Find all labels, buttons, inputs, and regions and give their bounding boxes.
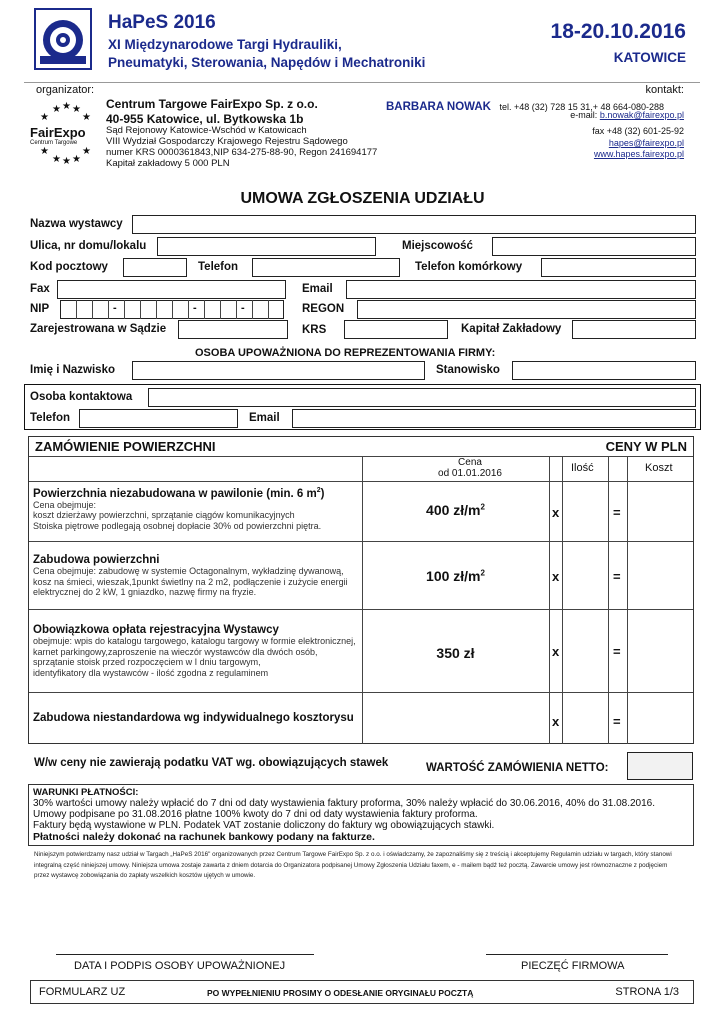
label-nazwa: Nazwa wystawcy <box>30 218 123 230</box>
svg-text:★: ★ <box>72 154 81 165</box>
row2-price: 100 $zł/m^2$ <box>426 568 485 584</box>
event-logo-text: HaPeS 2016 <box>108 12 216 33</box>
footer-bar <box>30 980 694 1004</box>
nip-dash-3: - <box>241 302 245 314</box>
payment-title: WARUNKI PŁATNOŚCI: <box>33 787 139 798</box>
label-email2: Email <box>249 412 280 424</box>
footer-right: STRONA 1/3 <box>615 986 679 998</box>
payment-line4: Płatności należy dokonać na rachunek bankowy podany na fakturze. <box>33 831 375 843</box>
payment-line1: 30% wartości umowy należy wpłacić do 7 dni od daty wystawienia faktury proforma, 30% należy wpłacić do 30.06.2016, 40% do 31.08.2016. <box>33 798 656 809</box>
row2-qty-input[interactable] <box>563 542 608 609</box>
label-fax: Fax <box>30 283 50 295</box>
row3-title: Obowiązkowa opłata rejestracyjna Wystawcy <box>33 624 279 636</box>
telefon-input[interactable] <box>252 258 400 277</box>
signature-label-left: DATA I PODPIS OSOBY UPOWAŻNIONEJ <box>74 960 286 972</box>
signature-line-left <box>56 954 314 955</box>
organizer-name: Centrum Targowe FairExpo Sp. z o.o. <box>106 97 318 111</box>
order-table <box>28 436 694 744</box>
label-telefon-kom: Telefon komórkowy <box>415 261 523 273</box>
event-city: KATOWICE <box>613 50 686 65</box>
col-qty-header: Ilość <box>571 462 594 474</box>
vat-note: W/w ceny nie zawierają podatku VAT wg. obowiązujących stawek <box>34 757 389 769</box>
telefon-kom-input[interactable] <box>541 258 696 277</box>
payment-line2: Umowy podpisane po 31.08.2016 płatne 100% kwoty do 7 dni od daty wystawienia faktury proforma. <box>33 809 478 820</box>
event-name-line1: XI Międzynarodowe Targi Hydrauliki, <box>108 37 342 52</box>
table-row: Zabudowa powierzchni Cena obejmuje: zabudowę w systemie Octagonalnym, wykładzinę dywanową, kosz na śmieci, wieszak,1punkt świetlny na 2 m2, podłączenie i zużycie energii elektrycznej do 2 kW, 1 gniazdko, nazwę firmy na fryzie. <box>33 554 359 598</box>
nip-dash-1: - <box>113 302 117 314</box>
kontaktowa-input[interactable] <box>148 388 696 407</box>
legal-text: Niniejszym potwierdzamy nasz udział w Targach „HaPeS 2016" organizowanych przez Centrum Targowe FairExpo Sp. z o.o. i oświadczamy, że zapoznaliśmy się z treścią i akceptujemy Regulamin udziału w targach, który stanowi integralną część niniejszej umowy. Niniejsza umowa zostaje zawarta z dniem dotarcia do Organizatora podpisanej Umowy Zgłoszenia Udziału faxem, e - mailem bądź też pocztą. Zawarcie umowy jest równoznaczne z podjęciem przez wystawcę zobowiązania do zapłaty wszelkich kosztów ujętych w umowie. <box>34 851 672 879</box>
net-value-input[interactable] <box>627 752 693 780</box>
contact-email-row <box>570 110 684 120</box>
event-logo <box>34 8 92 70</box>
organizer-label: organizator: <box>36 84 95 96</box>
label-kod: Kod pocztowy <box>30 261 108 273</box>
row1-qty-input[interactable] <box>563 482 608 541</box>
svg-text:★: ★ <box>40 146 49 157</box>
label-telefon2: Telefon <box>30 412 71 424</box>
row4-x: x <box>552 714 560 729</box>
row1-cost-input[interactable] <box>628 482 693 541</box>
contact-label: kontakt: <box>645 84 684 96</box>
svg-text:★: ★ <box>40 112 49 123</box>
svg-text:★: ★ <box>82 112 91 123</box>
label-regon: REGON <box>302 303 345 315</box>
label-miejscowosc: Miejscowość <box>402 240 473 252</box>
event-name-line2: Pneumatyki, Sterowania, Napędów i Mechatroniki <box>108 55 426 70</box>
row3-x: x <box>552 644 560 659</box>
label-krs: KRS <box>302 324 327 336</box>
label-kontaktowa: Osoba kontaktowa <box>30 391 133 403</box>
svg-text:★: ★ <box>62 156 71 166</box>
label-kapital: Kapitał Zakładowy <box>461 323 562 335</box>
contact-www-link[interactable]: www.hapes.fairexpo.pl <box>593 149 684 159</box>
stanowisko-input[interactable] <box>512 361 696 380</box>
kod-input[interactable] <box>123 258 187 277</box>
row1-title: Powierzchnia niezabudowana w pawilonie (min. 6 $m^2$) <box>33 487 325 500</box>
label-email: Email <box>302 283 333 295</box>
row2-x: x <box>552 569 560 584</box>
col-price-header: Cena od 01.01.2016 <box>438 457 502 479</box>
ulica-input[interactable] <box>157 237 376 256</box>
fairexpo-logo <box>30 100 96 166</box>
order-title: ZAMÓWIENIE POWIERZCHNI <box>35 439 216 454</box>
contact-email-label: e-mail: <box>570 110 598 120</box>
email2-input[interactable] <box>292 409 696 428</box>
organizer-krs: numer KRS 0000361843,NIP 634-275-88-90, Regon 241694177 <box>106 147 378 158</box>
organizer-address: 40-955 Katowice, ul. Bytkowska 1b <box>106 112 304 126</box>
gear-icon <box>36 10 90 68</box>
row3-qty-input[interactable] <box>563 610 608 692</box>
prices-title: CENY W PLN <box>605 439 687 454</box>
footer-center: PO WYPEŁNIENIU PROSIMY O ODESŁANIE ORYGINAŁU POCZTĄ <box>207 988 474 998</box>
nip-input[interactable] <box>60 300 284 319</box>
label-ulica: Ulica, nr domu/lokalu <box>30 240 147 252</box>
osoba-header: OSOBA UPOWAŻNIONA DO REPREZENTOWANIA FIRMY: <box>195 347 496 359</box>
fax-input[interactable] <box>57 280 286 299</box>
fairexpo-logo-text: FairExpo <box>30 125 86 140</box>
regon-input[interactable] <box>357 300 696 319</box>
contact-email-link[interactable]: b.nowak@fairexpo.pl <box>599 110 684 120</box>
organizer-capital: Kapitał zakładowy 5 000 PLN <box>106 158 230 169</box>
email-input[interactable] <box>346 280 696 299</box>
label-imie: Imię i Nazwisko <box>30 364 116 376</box>
row4-qty-input[interactable] <box>563 693 608 744</box>
form-title: UMOWA ZGŁOSZENIA UDZIAŁU <box>240 190 485 207</box>
row3-eq: = <box>613 644 621 659</box>
svg-text:★: ★ <box>52 154 61 165</box>
label-sad: Zarejestrowana w Sądzie <box>30 323 167 335</box>
svg-text:★: ★ <box>62 101 71 112</box>
row4-cost-input[interactable] <box>628 693 693 744</box>
nip-dash-2: - <box>193 302 197 314</box>
contact-fax: fax +48 (32) 601-25-92 <box>592 126 684 136</box>
footer-left: FORMULARZ UZ <box>39 986 126 998</box>
organizer-court2: VIII Wydział Gospodarczy Krajowego Rejestru Sądowego <box>106 136 348 147</box>
kapital-input[interactable] <box>572 320 696 339</box>
label-stanowisko: Stanowisko <box>436 364 500 376</box>
contact-phone: tel. +48 (32) 728 15 31,+ 48 664-080-288 <box>499 102 665 112</box>
svg-text:★: ★ <box>72 104 81 115</box>
table-row: Powierzchnia niezabudowana w pawilonie (min. 6 $m^2$) Cena obejmuje: koszt dzierżawy powierzchni, sprzątanie ciągów komunikacyjnych Stoiska piętrowe podlegają osobnej dopłacie 30% od powierzchni piętra. <box>33 487 359 531</box>
sad-input[interactable] <box>178 320 288 339</box>
row2-title: Zabudowa powierzchni <box>33 554 160 566</box>
contact-email2-link[interactable]: hapes@fairexpo.pl <box>608 138 684 148</box>
table-row: Obowiązkowa opłata rejestracyjna Wystawcy obejmuje: wpis do katalogu targowego, katalogu targowy w formie elektronicznej, karnet parkingowy,zaproszenie na wieczór wystawców dla dwóch osób, sprzątanie stoisk przed rozpoczęciem w I dniu targowym, identyfikatory dla wystawców - ilość zgodna z regulaminem <box>33 624 363 678</box>
row2-cost-input[interactable] <box>628 542 693 609</box>
telefon2-input[interactable] <box>79 409 238 428</box>
row2-eq: = <box>613 569 621 584</box>
row1-eq: = <box>613 505 621 520</box>
row3-cost-input[interactable] <box>628 610 693 692</box>
fairexpo-logo-sub: Centrum Targowe <box>30 140 78 146</box>
imie-input[interactable] <box>132 361 425 380</box>
row3-price: 350 zł <box>436 645 475 661</box>
payment-box <box>28 784 694 846</box>
label-telefon: Telefon <box>198 261 239 273</box>
signature-label-right: PIECZĘĆ FIRMOWA <box>521 960 625 972</box>
krs-input[interactable] <box>344 320 448 339</box>
row1-x: x <box>552 505 560 520</box>
net-value-label: WARTOŚĆ ZAMÓWIENIA NETTO: <box>426 762 609 774</box>
row1-price: 400 $zł/m^2$ <box>426 502 485 518</box>
payment-line3: Faktury będą wystawione w PLN. Podatek VAT zostanie doliczony do faktury wg obowiązujących stawki. <box>33 820 495 831</box>
miejscowosc-input[interactable] <box>492 237 696 256</box>
svg-text:★: ★ <box>82 146 91 157</box>
event-dates: 18-20.10.2016 <box>550 20 686 43</box>
row4-title: Zabudowa niestandardowa wg indywidualnego kosztorysu <box>33 712 354 724</box>
event-header <box>34 8 694 80</box>
label-nip: NIP <box>30 303 50 315</box>
contact-name: BARBARA NOWAK <box>386 101 491 113</box>
header-divider <box>24 82 700 83</box>
nazwa-input[interactable] <box>132 215 696 234</box>
col-cost-header: Koszt <box>645 462 673 474</box>
svg-text:★: ★ <box>52 104 61 115</box>
signature-line-right <box>486 954 668 955</box>
row4-eq: = <box>613 714 621 729</box>
organizer-court1: Sąd Rejonowy Katowice-Wschód w Katowicach <box>106 125 307 136</box>
